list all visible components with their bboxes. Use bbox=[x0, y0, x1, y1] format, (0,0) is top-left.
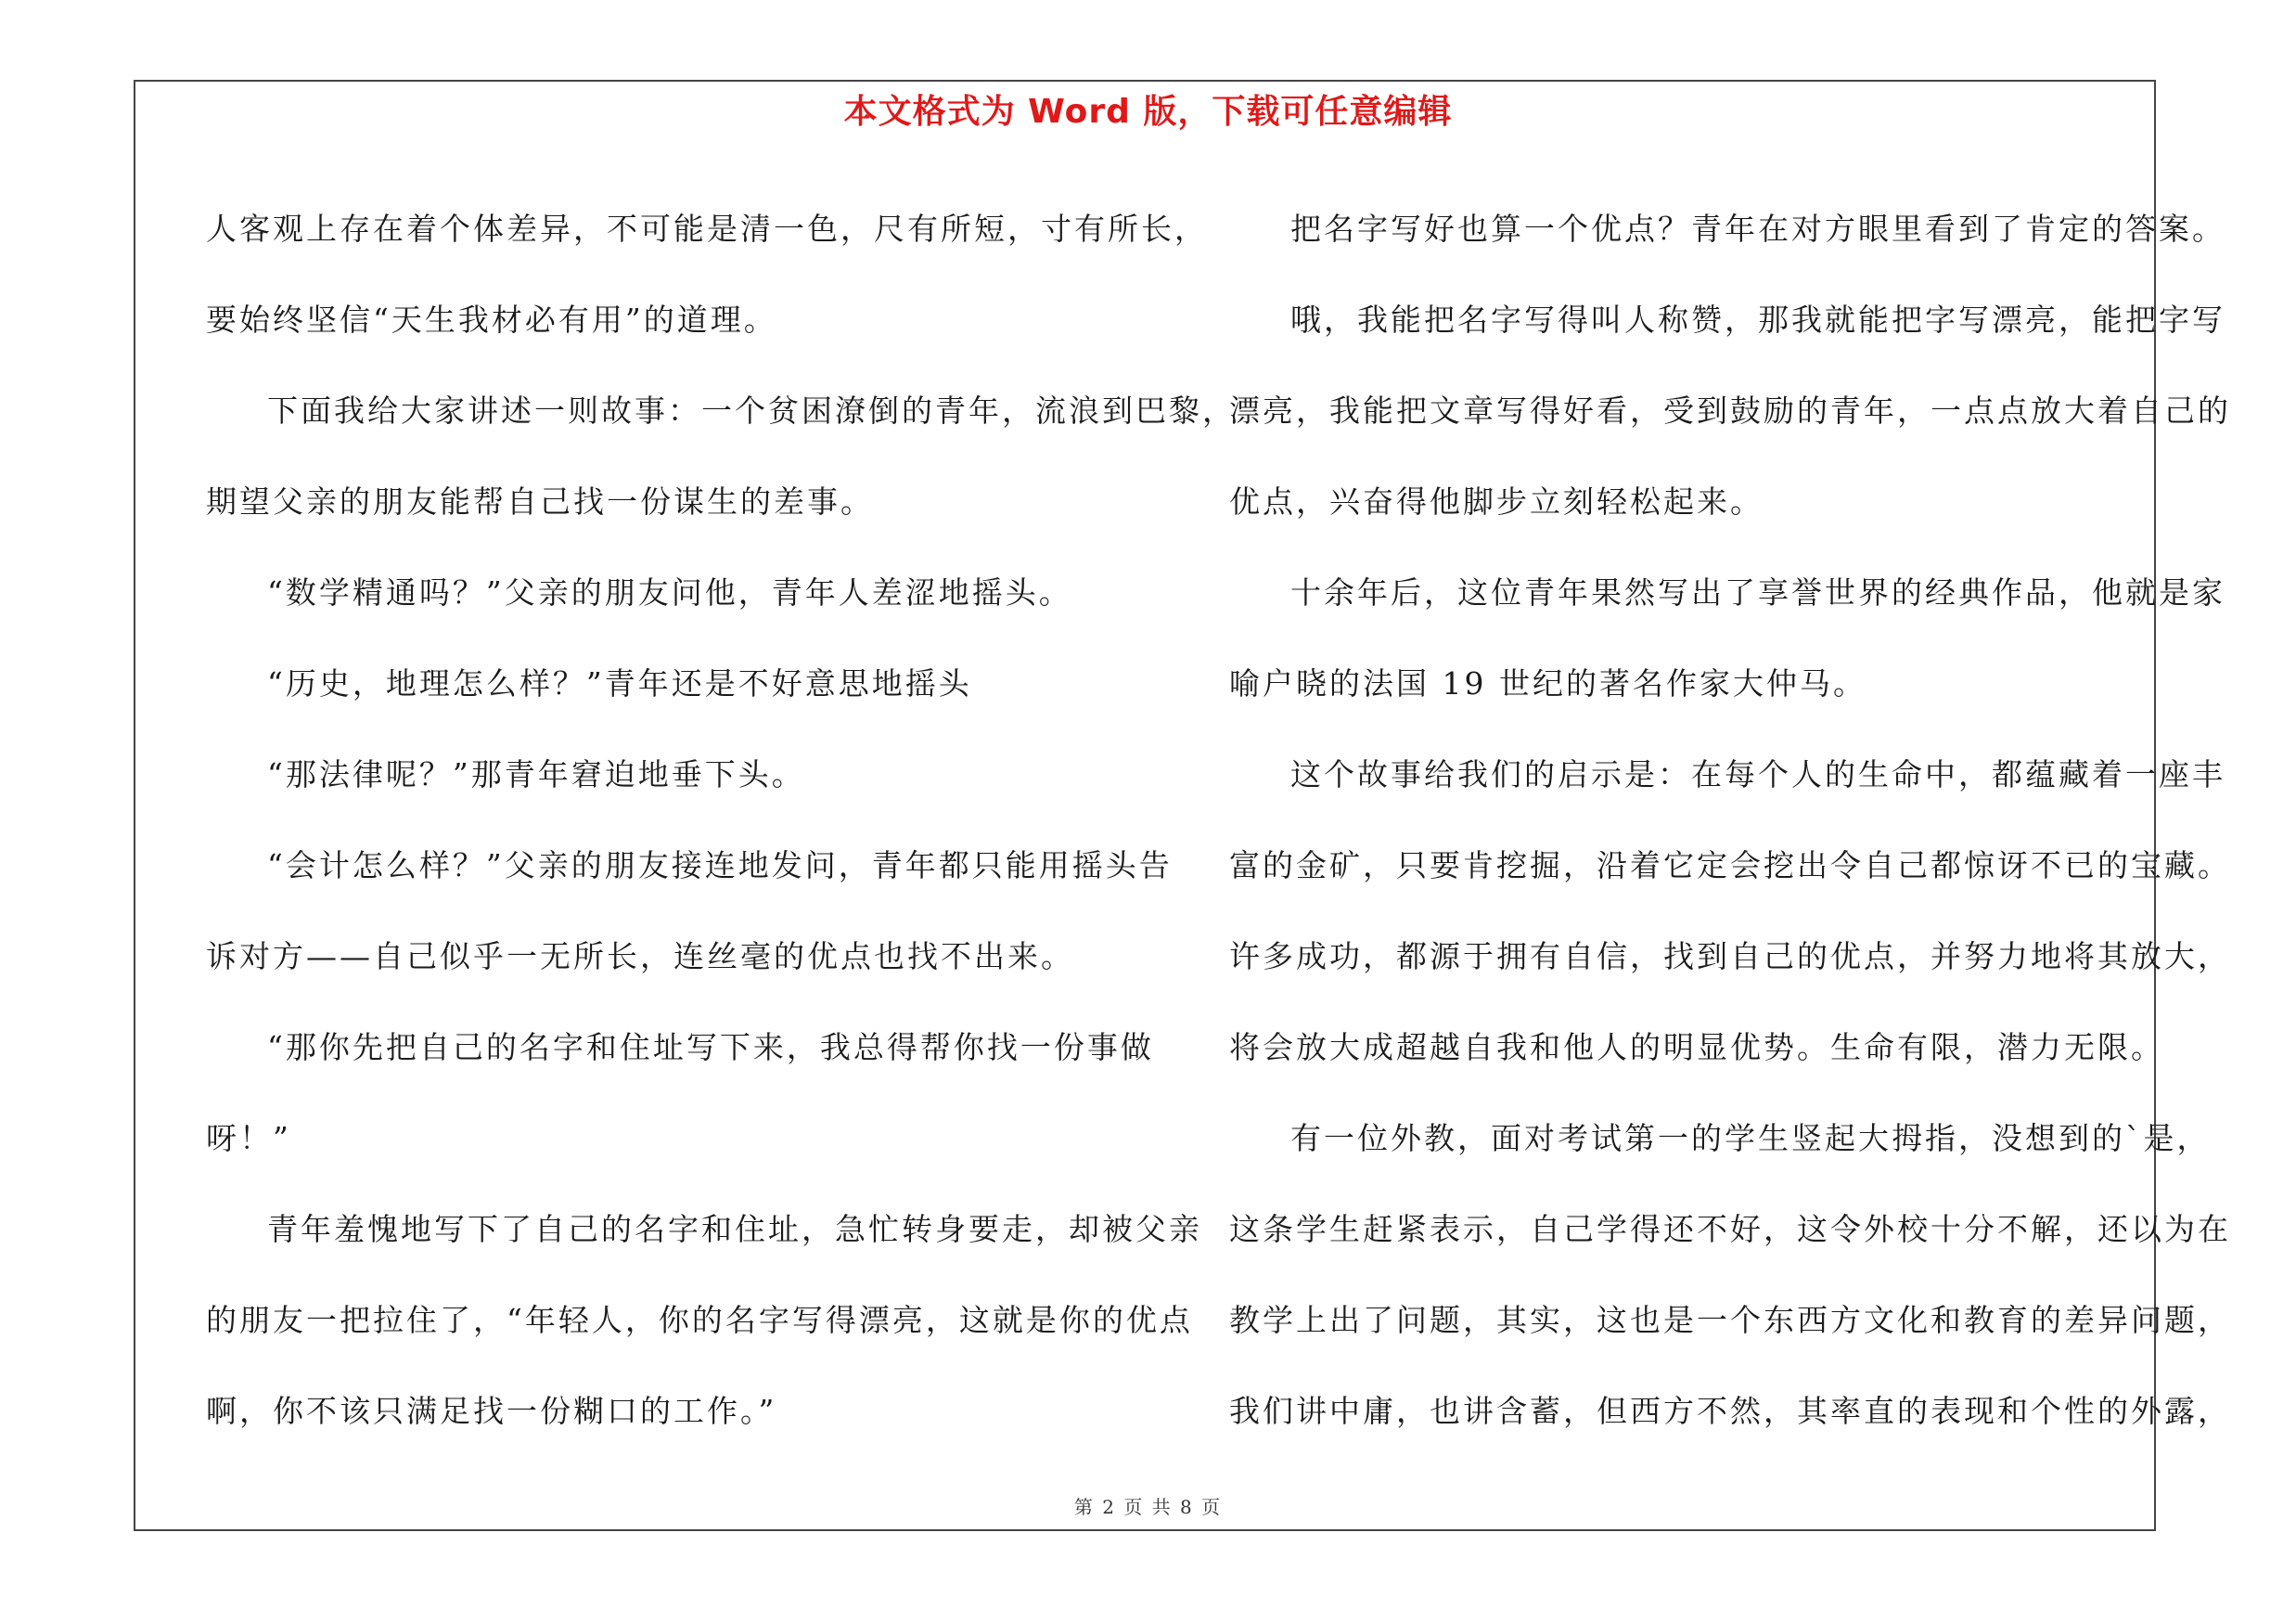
text-line: 把名字写好也算一个优点？青年在对方眼里看到了肯定的答案。 bbox=[1290, 211, 2225, 247]
text-line: 这个故事给我们的启示是：在每个人的生命中，都蕴藏着一座丰 bbox=[1290, 756, 2225, 792]
page-number: 第 2 页 共 8 页 bbox=[1073, 1496, 1223, 1518]
text-line: “那你先把自己的名字和住址写下来，我总得帮你找一份事做 bbox=[267, 1029, 1154, 1065]
text-line: 期望父亲的朋友能帮自己找一份谋生的差事。 bbox=[206, 483, 874, 520]
text-line: 人客观上存在着个体差异，不可能是清一色，尺有所短，寸有所长， bbox=[206, 211, 1208, 247]
text-line: 漂亮，我能把文章写得好看，受到鼓励的青年，一点点放大着自己的 bbox=[1229, 393, 2231, 429]
text-line: 富的金矿，只要肯挖掘，沿着它定会挖出令自己都惊讶不已的宝藏。 bbox=[1229, 847, 2231, 883]
editable-format-banner: 本文格式为 Word 版，下载可任意编辑 bbox=[843, 93, 1453, 131]
left-text-column bbox=[206, 184, 1236, 1457]
text-line: 哦，我能把名字写得叫人称赞，那我就能把字写漂亮，能把字写 bbox=[1290, 302, 2225, 338]
text-line: 诉对方——自己似乎一无所长，连丝毫的优点也找不出来。 bbox=[206, 938, 1074, 974]
text-line: 十余年后，这位青年果然写出了享誉世界的经典作品，他就是家 bbox=[1290, 574, 2225, 611]
text-line: “数学精通吗？”父亲的朋友问他，青年人差涩地摇头。 bbox=[267, 574, 1072, 611]
text-line: “那法律呢？”那青年窘迫地垂下头。 bbox=[267, 756, 805, 792]
text-line: 有一位外教，面对考试第一的学生竖起大拇指，没想到的`是， bbox=[1290, 1120, 2211, 1156]
text-line: 的朋友一把拉住了，“年轻人，你的名字写得漂亮，这就是你的优点 bbox=[206, 1302, 1193, 1338]
right-text-column bbox=[1229, 184, 2231, 1457]
text-line: 青年羞愧地写下了自己的名字和住址，急忙转身要走，却被父亲 bbox=[267, 1211, 1202, 1247]
text-line: 这条学生赶紧表示，自己学得还不好，这令外校十分不解，还以为在 bbox=[1229, 1211, 2231, 1247]
text-line: “历史，地理怎么样？”青年还是不好意思地摇头 bbox=[267, 665, 972, 702]
text-line: 呀！” bbox=[206, 1120, 291, 1156]
text-line: 要始终坚信“天生我材必有用”的道理。 bbox=[206, 302, 777, 338]
text-line: 优点，兴奋得他脚步立刻轻松起来。 bbox=[1229, 483, 1764, 520]
text-line: 喻户晓的法国 19 世纪的著名作家大仲马。 bbox=[1229, 665, 1866, 702]
text-line: “会计怎么样？”父亲的朋友接连地发问，青年都只能用摇头告 bbox=[267, 847, 1173, 883]
text-line: 我们讲中庸，也讲含蓄，但西方不然，其率直的表现和个性的外露， bbox=[1229, 1393, 2231, 1429]
text-line: 教学上出了问题，其实，这也是一个东西方文化和教育的差异问题， bbox=[1229, 1302, 2231, 1338]
text-line: 啊，你不该只满足找一份糊口的工作。” bbox=[206, 1393, 777, 1429]
text-line: 许多成功，都源于拥有自信，找到自己的优点，并努力地将其放大， bbox=[1229, 938, 2231, 974]
text-line: 下面我给大家讲述一则故事：一个贫困潦倒的青年，流浪到巴黎， bbox=[267, 393, 1236, 429]
text-line: 将会放大成超越自我和他人的明显优势。生命有限，潜力无限。 bbox=[1229, 1029, 2164, 1065]
